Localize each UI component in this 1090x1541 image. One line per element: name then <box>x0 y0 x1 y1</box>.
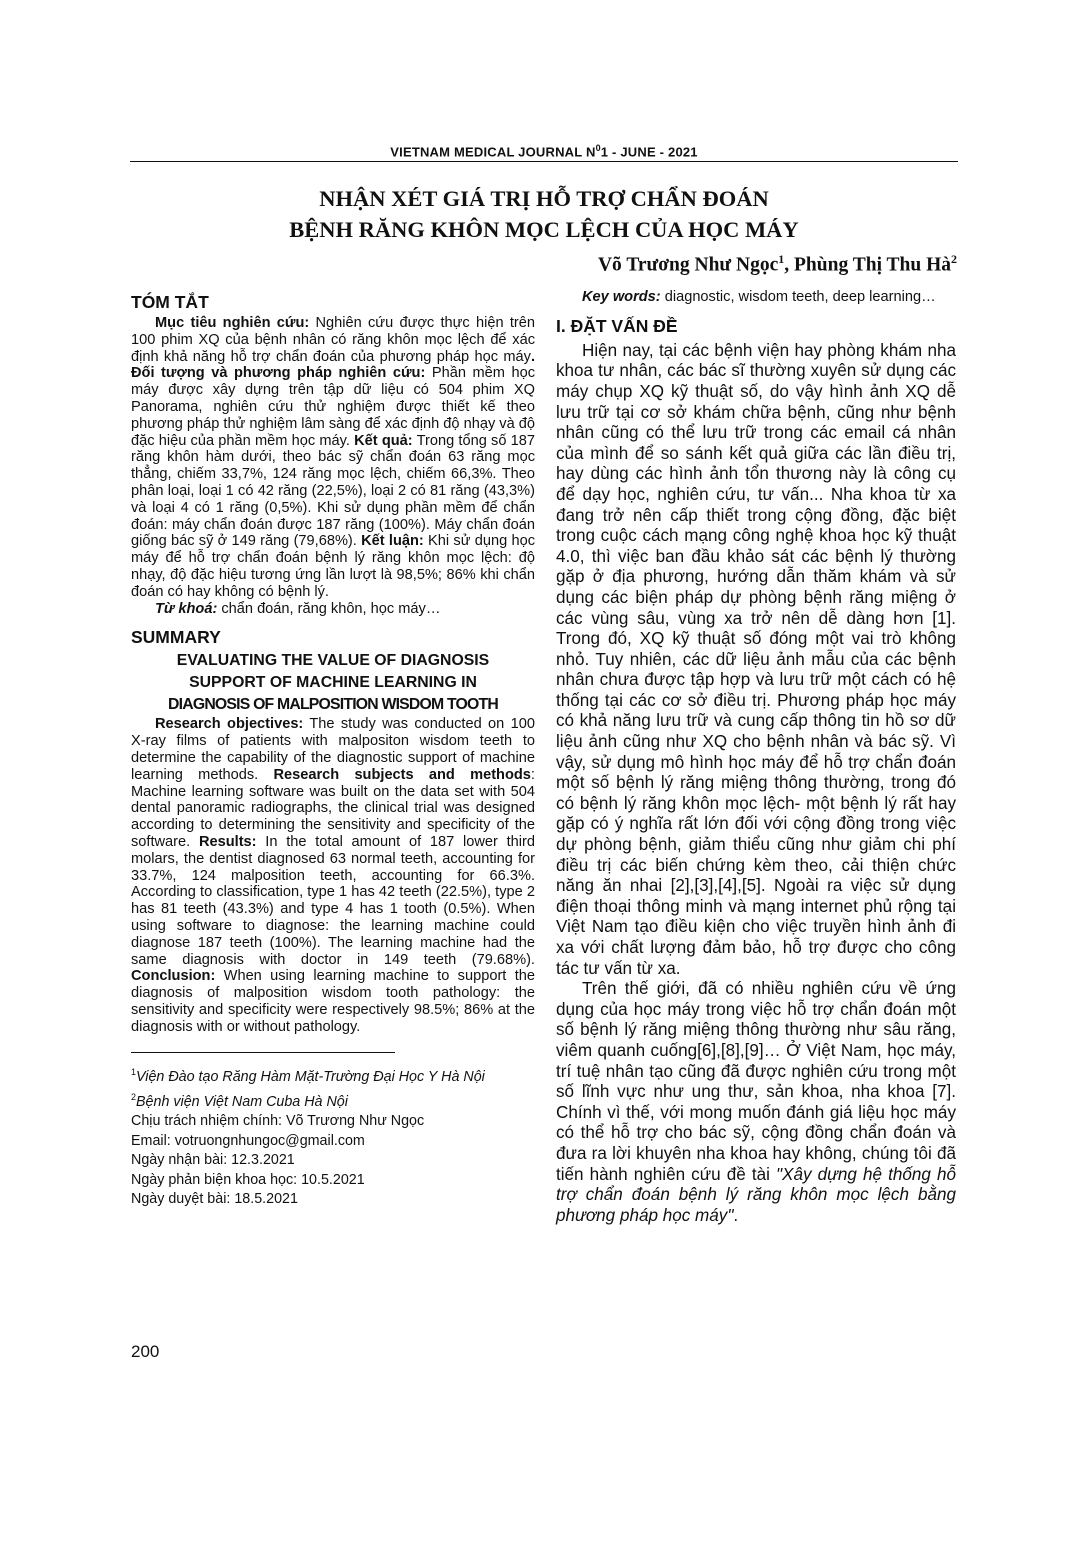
left-column <box>131 292 535 1210</box>
journal-header <box>130 143 958 159</box>
tomtat-abstract <box>131 315 535 617</box>
summary-title-line-3: DIAGNOSIS OF MALPOSITION WISDOM TOOTH <box>168 696 498 714</box>
corresponding-email: Email: votruongnhungoc@gmail.com <box>131 1132 365 1149</box>
summary-title <box>131 650 535 716</box>
keywords-text-en: diagnostic, wisdom teeth, deep learning… <box>660 289 936 305</box>
results-label: Kết quả: <box>354 432 413 449</box>
intro-paragraph-1: Hiện nay, tại các bệnh viện hay phòng khám nha khoa tư nhân, các bác sĩ thường xuyên sử dụng các máy chụp XQ kỹ thuật số, do vậy hình ảnh XQ dễ lưu trữ tại cơ sở khám chữa bệnh, cũng như bệnh nhân cũng có thể lưu trữ trong các email cá nhân của mình để so sánh kết quả giữa các lần điều trị, hay dùng các hình ảnh tổn thương này là công cụ để dạy học, nghiên cứu, tư vấn... Nha khoa từ xa đang trở nên cấp thiết trong cộng đồng, đặc biệt trong cuộc cách mạng công nghệ khoa học kỹ thuật 4.0, thì việc ban đầu khảo sát các bệnh lý thường gặp ở địa phương, hướng dẫn thăm khám và sử dụng các biện pháp dự phòng bệnh răng miệng ở các vùng sâu, vùng xa trở nên dễ dàng hơn [1]. Trong đó, XQ kỹ thuật số đóng một vai trò không nhỏ. Tuy nhiên, các dữ liệu ảnh mẫu của các bệnh nhân chưa được tập hợp và lưu trữ một cách có hệ thống tại các cơ sở điều trị. Phương pháp học máy có khả năng lưu trữ và cung cấp thông tin hồ sơ dữ liệu ảnh cũng như XQ cho bệnh nhân và bác sỹ. Vì vậy, sử dụng mô hình học máy để hỗ trợ chẩn đoán một số bệnh lý răng miệng thông thường, trong đó có bệnh lý răng khôn mọc lệch- một bệnh lý rất hay gặp có ý nghĩa rất lớn đối với cộng đồng trong việc dự phòng bệnh, giảm thiểu cũng như giảm chi phí điều trị các biến chứng kèm theo, cải thiện chức năng ăn nhai [2],[3],[4],[5]. Ngoài ra việc sử dụng điện thoại thông minh và mạng internet phủ rộng tại Việt Nam tạo điều kiện cho việc truyền hình ảnh đi xa với chất lượng đảm bảo, hỗ trợ được cho công tác tư vấn từ xa. <box>556 340 956 978</box>
footnote-rule <box>131 1052 395 1053</box>
footnotes <box>131 1063 535 1209</box>
summary-paragraph <box>131 716 535 1035</box>
objective-label: Mục tiêu nghiên cứu: <box>155 315 310 331</box>
right-column <box>556 289 956 1226</box>
authors <box>598 252 957 277</box>
corresponding-author: Chịu trách nhiệm chính: Võ Trương Như Ngọc <box>131 1113 425 1130</box>
intro-body <box>556 341 956 1227</box>
date-reviewed: Ngày phản biện khoa học: 10.5.2021 <box>131 1171 365 1188</box>
research-methods-label: Research subjects and methods <box>273 766 531 783</box>
page-number: 200 <box>131 1342 160 1361</box>
affiliation-1-text: Viện Đào tạo Răng Hàm Mặt-Trường Đại Học Y Hà Nội <box>136 1069 485 1086</box>
intro-paragraph-2-text: Trên thế giới, đã có nhiều nghiên cứu về ứng dụng của học máy trong việc hỗ trợ chẩn đoán một số bệnh lý răng miệng thông thường như sâu răng, viêm quanh cuống[6],[8],[9]… Ở Việt Nam, học máy, trí tuệ nhân tạo cũng đã được nghiên cứu trong một số lĩnh vực như ung thư, sản khoa, nha khoa [7]. Chính vì thế, với mong muốn đánh giá liệu học máy có thể hỗ trợ cho bác sỹ, cộng đồng chẩn đoán và đưa ra lời khuyên nha khoa hay không, chúng tôi đã tiến hành nghiên cứu đề tài <box>556 979 956 1184</box>
keywords-en <box>556 289 956 306</box>
affiliation-2 <box>131 1088 535 1112</box>
summary-abstract <box>131 716 535 1035</box>
methods-label: . Đối tượng và phương pháp nghiên cứu: <box>131 348 535 382</box>
tomtat-heading: TÓM TẮT <box>131 292 209 312</box>
title-line-2: BỆNH RĂNG KHÔN MỌC LỆCH CỦA HỌC MÁY <box>289 217 799 242</box>
header-rule <box>130 161 958 162</box>
author-separator: , <box>784 254 794 276</box>
affiliation-2-sup: 2 <box>131 1091 137 1102</box>
keywords-label-vi: Từ khoá: <box>155 600 218 617</box>
affiliation-1-sup: 1 <box>131 1067 137 1078</box>
affiliation-2-text: Bệnh viện Việt Nam Cuba Hà Nội <box>136 1093 348 1110</box>
research-methods-text: : Machine learning software was built on the data set with 504 dental panoramic radiographs, the clinical trial was designed according to determining the sensitivity and specificity of the software. <box>131 766 535 850</box>
author-1: Võ Trương Như Ngọc <box>597 254 779 276</box>
author-1-sup: 1 <box>778 252 785 266</box>
author-2: Phùng Thị Thu Hà <box>794 254 951 276</box>
intro-paragraph-2 <box>556 979 956 1226</box>
summary-heading: SUMMARY <box>131 627 221 648</box>
summary-title-line-1: EVALUATING THE VALUE OF DIAGNOSIS <box>176 652 490 670</box>
journal-number-sup: 0 <box>595 143 601 153</box>
keywords-text-vi: chẩn đoán, răng khôn, học máy… <box>217 600 441 617</box>
intro-paragraph-2-end: . <box>733 1205 739 1225</box>
summary-title-line-2: SUPPORT OF MACHINE LEARNING IN <box>189 674 477 692</box>
journal-name: VIETNAM MEDICAL JOURNAL N <box>390 144 596 160</box>
author-2-sup: 2 <box>951 252 957 266</box>
date-approved: Ngày duyệt bài: 18.5.2021 <box>131 1191 298 1208</box>
research-objectives-text: The study was conducted on 100 X-ray films of patients with malpositon wisdom teeth to determine the capability of the diagnostic support of machine learning methods. <box>131 716 535 783</box>
results-text: Trong tổng số 187 răng khôn hàm dưới, theo bác sỹ chẩn đoán 63 răng mọc thẳng, chiếm 33,7%, 124 răng mọc lệch, chiếm 66,3%. Theo phân loại, loại 1 có 42 răng (22,5%), loại 2 có 81 răng (43,3%) và loại 4 có 1 răng (0,5%). Khi sử dụng phần mềm để chẩn đoán: máy chẩn đoán được 187 răng (100%). Máy chẩn đoán giống bác sỹ ở 149 răng (79,68%). <box>131 432 536 550</box>
conclusion-label-en: Conclusion: <box>131 968 216 985</box>
intro-heading: I. ĐẶT VẤN ĐỀ <box>556 315 678 336</box>
results-text-en: In the total amount of 187 lower third molars, the dentist diagnosed 63 normal teeth, accounting for 33.7%, 124 malposition teeth, accounting for 66.3%. According to classification, type 1 has 42 teeth (22.5%), type 2 has 81 teeth (43.3%) and type 4 has 1 tooth (0.5%). When using software to diagnose: the learning machine could diagnose 187 teeth (100%). The learning machine had the same diagnosis with doctor in 149 teeth (79.68%). <box>131 833 535 968</box>
intro-study-title: "Xây dựng hệ thống hỗ trợ chẩn đoán bệnh lý răng khôn mọc lệch bằng phương pháp học máy" <box>556 1164 956 1225</box>
tomtat-paragraph <box>131 315 535 601</box>
conclusion-text: Khi sử dụng học máy để hỗ trợ chẩn đoán bệnh lý răng khôn mọc lệch: độ nhạy, độ đặc hiệu tương ứng lần lượt là 98,5%; 86% khi chẩn đoán có hay không có bệnh lý. <box>131 533 535 600</box>
title-line-1: NHẬN XÉT GIÁ TRỊ HỖ TRỢ CHẨN ĐOÁN <box>319 186 769 211</box>
results-label-en: Results: <box>198 833 257 850</box>
conclusion-text-en: When using learning machine to support the diagnosis of malposition wisdom tooth pathology: the sensitivity and specificity were respectively 98.5%; 86% at the diagnosis with or without pathology. <box>131 968 535 1035</box>
tomtat-keywords <box>131 601 535 618</box>
keywords-label-en: Key words: <box>582 289 661 305</box>
journal-issue: 1 - JUNE - 2021 <box>600 144 698 160</box>
conclusion-label: Kết luận: <box>361 533 424 550</box>
affiliation-1 <box>131 1063 535 1087</box>
methods-text: Phần mềm học máy được xây dựng trên tập dữ liệu có 504 phim XQ Panorama, nghiên cứu thử nghiệm được thiết kế theo phương pháp thử nghiệm lâm sàng để xác định độ nhạy và độ đặc hiệu của phần mềm học máy. <box>131 365 535 449</box>
article-title <box>130 183 958 245</box>
objective-text: Nghiên cứu được thực hiện trên 100 phim XQ của bệnh nhân có răng khôn mọc lệch để xác định khả năng hỗ trợ chẩn đoán của phương pháp học máy <box>131 315 535 365</box>
date-received: Ngày nhận bài: 12.3.2021 <box>131 1152 295 1169</box>
research-objectives-label: Research objectives: <box>155 716 304 733</box>
